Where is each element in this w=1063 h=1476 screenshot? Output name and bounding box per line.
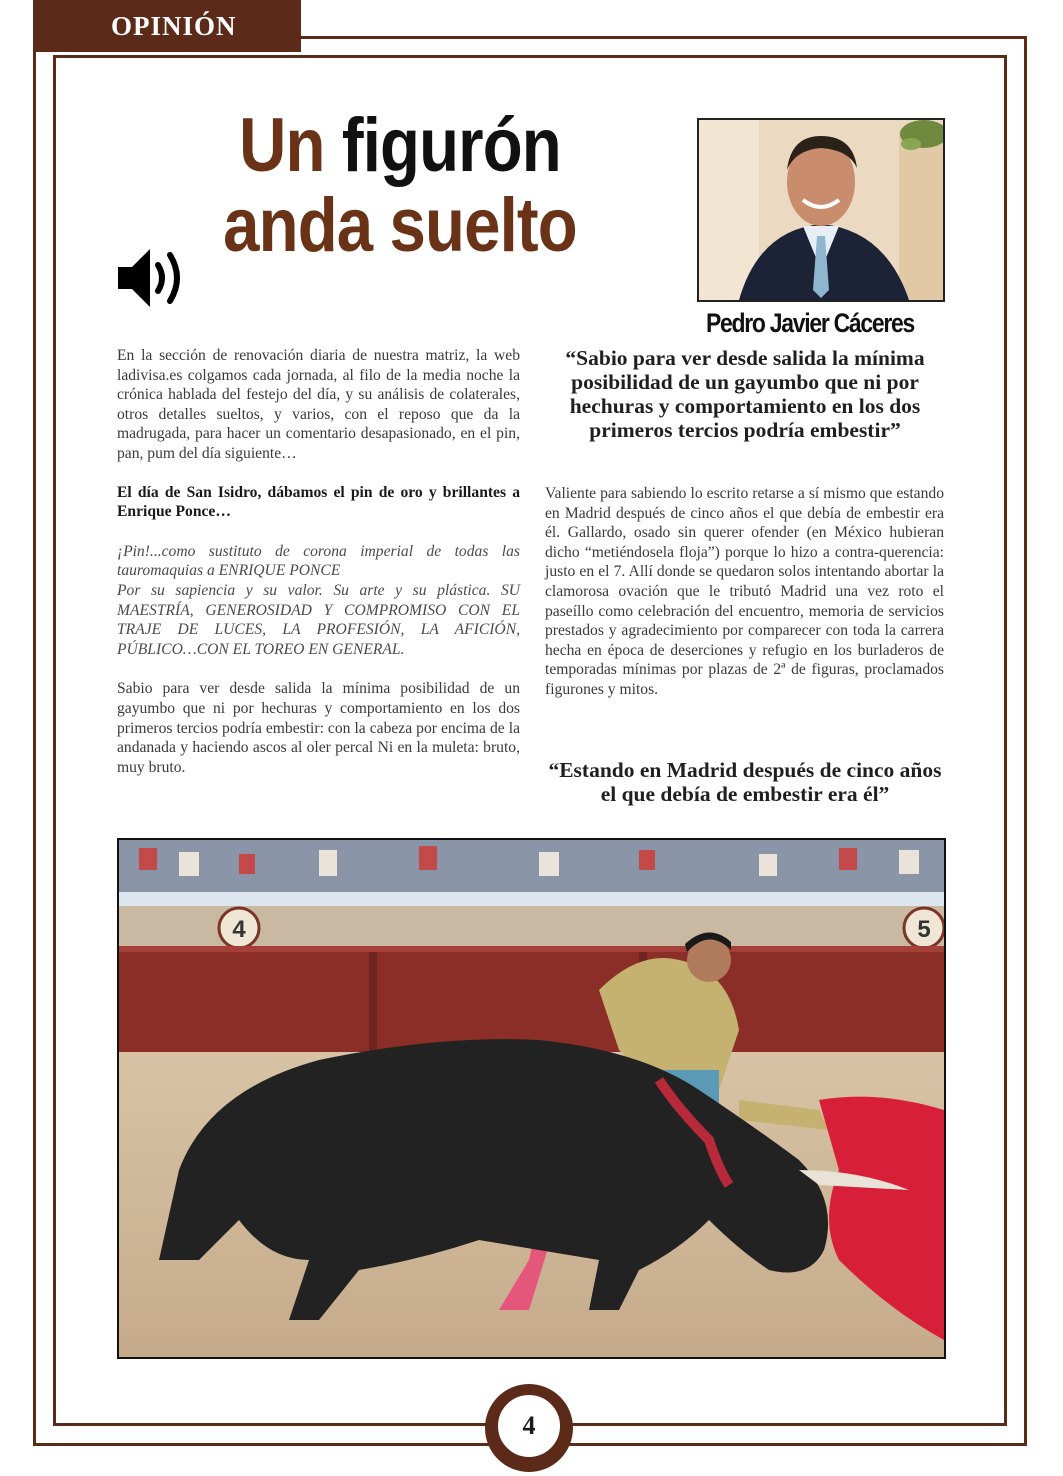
speaker-icon[interactable]	[116, 245, 186, 311]
left-column	[117, 346, 520, 777]
section-label: OPINIÓN	[111, 10, 237, 41]
right-column	[545, 484, 944, 700]
page-number	[496, 1393, 562, 1459]
headline-word-figuron: figurón	[341, 103, 561, 188]
right-body-paragraph: Valiente para sabiendo lo escrito retarse a sí mismo que estando en Madrid después de cinco años el que debía de embestir era él. Gallardo, osado sin querer ofender (en México hubieran dicho “metiéndosela floja”) porque lo hizo a contra-querencia: justo en el 7. Allí donde se quedaron solos intentando abortar la clamorosa ovación que le tributó Madrid una vez roto el paseíllo como celebración del encuentro, memoria de servicios prestados y agradecimiento por comparecer con toda la carrera hecha en época de deserciones y refugio en los burladeros de temporadas mínimas por plazas de 2ª de figuras, proclamados figurones y mitos.	[545, 485, 944, 698]
author-photo	[697, 118, 945, 302]
intro-paragraph: En la sección de renovación diaria de nuestra matriz, la web ladivisa.es colgamos cada jornada, al filo de la media noche la crónica hablada del festejo del día, y su análisis de colaterales, otros detalles sueltos, y varios, con el reposo que da la madrugada, para hacer un comentario desapasionado, en el pin, pan, pum del día siguiente…	[117, 347, 520, 462]
bold-lead-paragraph: El día de San Isidro, dábamos el pin de oro y brillantes a Enrique Ponce…	[117, 483, 520, 521]
page-number-label: 4	[522, 1411, 536, 1440]
bullfight-photo	[117, 838, 946, 1359]
section-tab	[33, 0, 301, 52]
pullquote-bottom: “Estando en Madrid después de cinco años el que debía de embestir era él”	[548, 758, 942, 806]
italic-quote-line2: Por su sapiencia y su valor. Su arte y su plástica. SU MAESTRÍA, GENEROSIDAD Y COMPROMISO CON EL TRAJE DE LUCES, LA PROFESIÓN, LA AFICIÓN, PÚBLICO…CON EL TOREO EN GENERAL.	[117, 581, 520, 658]
author-name: Pedro Javier Cáceres	[706, 308, 914, 338]
headline	[194, 103, 607, 268]
pullquote-top: “Sabio para ver desde salida la mínima posibilidad de un gayumbo que ni por hechuras y comportamiento en los dos primeros tercios podría embestir”	[565, 346, 925, 442]
closing-paragraph: Sabio para ver desde salida la mínima posibilidad de un gayumbo que ni por hechuras y comportamiento en los dos primeros tercios podría embestir: con la cabeza por encima de la andanada y haciendo ascos al oler percal Ni en la muleta: bruto, muy bruto.	[117, 680, 520, 776]
headline-line2: anda suelto	[223, 183, 577, 268]
headline-word-un: Un	[239, 103, 325, 188]
board-number-right: 5	[917, 916, 931, 943]
italic-quote-line1: ¡Pin!...como sustituto de corona imperial de todas las tauromaquias a ENRIQUE PONCE	[117, 542, 520, 580]
board-number-left: 4	[232, 916, 246, 943]
